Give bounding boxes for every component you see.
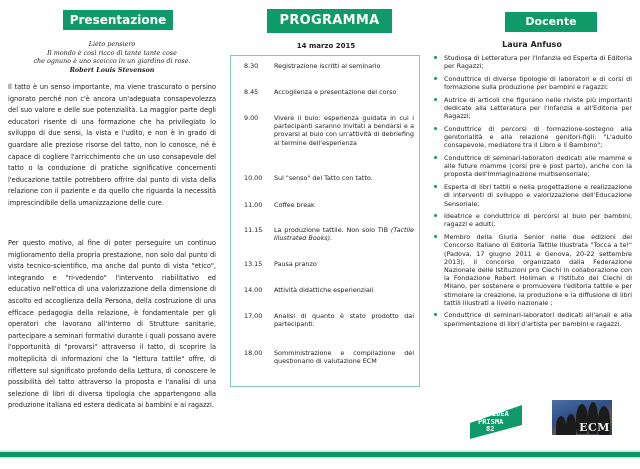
schedule-time: 17.00 bbox=[244, 312, 263, 320]
bullet-icon bbox=[434, 127, 437, 130]
bio-item bbox=[432, 125, 632, 150]
bullet-icon bbox=[434, 98, 437, 101]
schedule-desc: Analisi di quanto è stato prodotto dai partecipanti. bbox=[274, 312, 414, 329]
schedule-time: 13.15 bbox=[244, 260, 263, 268]
schedule-time: 8.30 bbox=[244, 62, 259, 70]
schedule-desc-main: La produzione tattile. Non solo TIB bbox=[274, 226, 388, 234]
schedule-time: 9.00 bbox=[244, 114, 259, 122]
bullet-icon bbox=[434, 56, 437, 59]
teacher-name: Laura Anfuso bbox=[502, 40, 562, 49]
quote-line: Il mondo è così ricco di tante tante cose bbox=[47, 48, 177, 57]
bio-text: Conduttrice di percorsi di formazione-sostegno alla genitorialità e alla relazione genitori-figli: "L'adulto consapevole, mediatore tra il Libro e il Bambino"; bbox=[444, 124, 632, 150]
bio-text: Esperta di libri tattili e nella progettazione e realizzazione di interventi di sviluppo e valorizzazione dell'Educazione Sensoriale; bbox=[444, 183, 632, 208]
bottom-accent-bar bbox=[0, 452, 640, 457]
schedule-desc: Attività didattiche esperienziali bbox=[274, 286, 374, 294]
bullet-icon bbox=[434, 77, 437, 80]
bio-item bbox=[432, 96, 632, 121]
bio-item bbox=[432, 54, 632, 70]
schedule-time: 8.45 bbox=[244, 88, 259, 96]
bullet-icon bbox=[434, 156, 437, 159]
teacher-header: Docente bbox=[505, 12, 597, 32]
schedule-time: 10.00 bbox=[244, 174, 263, 182]
epigraph-quote bbox=[8, 40, 216, 74]
programme-header: PROGRAMMA bbox=[267, 9, 392, 33]
schedule-desc: Accoglienza e presentazione del corso bbox=[274, 88, 397, 96]
presentation-paragraph: Per questo motivo, al fine di poter perseguire un continuo miglioramento della propria prestazione, non solo dal punto di vista tecnico-scientifico, ma anche dal punto di vista "etico", integrando e "ri-vedendo" l'intervento riabilitativo ed educativo nell'ottica di una valorizzazione della dimensione di ascolto ed accoglienza della Persona, della costruzione di una efficace pedagogia della relazione, è fondamentale per gli operatori che lavorano all'interno di Strutture sanitarie, partecipare a seminari formativi durante i quali possano avere l'opportunità di "provarsi" attraverso il tatto, di scoprire la molteplicità di informazioni che la "lettura tattile" offre, di riflettere sul significato profondo della Lettura, di conoscere le possibilità del tatto attraverso la proposta e l'analisi di una selezione di libri di diversa tipologia che appartengono alla produzione italiana ed estera dedicata ai bambini e ai ragazzi. bbox=[8, 239, 216, 410]
presentation-header: Presentazione bbox=[63, 10, 173, 30]
schedule-desc: Vivere il buio: esperienza guidata in cui i partecipanti saranno invitati a bendarsi e a provarsi al buio con un'attività di debriefing al termine dell'esperienza bbox=[274, 114, 414, 147]
bio-text: Studiosa di Letteratura per l'Infanzia ed Esperta di Editoria per Ragazzi; bbox=[444, 54, 632, 71]
bio-item bbox=[432, 154, 632, 179]
idea-prisma-82-logo bbox=[470, 401, 528, 439]
ecm-logo-text: ECM bbox=[579, 421, 610, 434]
schedule-desc: Somministrazione e compilazione del questionario di valutazione ECM bbox=[274, 349, 414, 366]
logo-word: PRISMA bbox=[478, 418, 504, 426]
bullet-icon bbox=[434, 235, 437, 238]
bio-item bbox=[432, 311, 632, 327]
schedule-box bbox=[230, 55, 420, 387]
bio-text: Autrice di articoli che figurano nelle riviste più importanti dedicate alla Letteratura per l'Infanzia e all'Editoria per Ragazzi; bbox=[444, 95, 632, 121]
bio-text: Ideatrice e conduttrice di percorsi al buio per bambini, ragazzi e adulti; bbox=[444, 212, 632, 229]
schedule-time: 11.00 bbox=[244, 201, 263, 209]
logo-word: 82 bbox=[486, 425, 495, 433]
schedule-time: 14.00 bbox=[244, 286, 263, 294]
quote-line: che ognuno è uno sceicco in un giardino di rose. bbox=[33, 57, 191, 66]
schedule-desc-italic: (Tactile Illustrated Books). bbox=[274, 226, 414, 243]
event-date: 14 marzo 2015 bbox=[296, 42, 356, 50]
logo-word: IDEA bbox=[492, 410, 509, 418]
bio-item bbox=[432, 183, 632, 208]
bio-item bbox=[432, 233, 632, 307]
quote-title: Lieto pensiero bbox=[88, 40, 136, 48]
schedule-desc: Registrazione iscritti al seminario bbox=[274, 62, 381, 70]
quote-author: Robert Louis Stevenson bbox=[69, 65, 155, 74]
bullet-icon bbox=[434, 214, 437, 217]
bio-text: Conduttrice di seminari-laboratori dedicati alle mamme e alle future mamme (corsi pre e post parto), anche con la proposta dell'Immaginazione multisensoriale; bbox=[444, 154, 632, 179]
bio-text: Conduttrice di seminari-laboratori dedicati all'anali e alla sperimentazione di libri d'artista per bambini e ragazzi. bbox=[444, 311, 632, 328]
ecm-logo-image bbox=[552, 400, 612, 435]
schedule-desc bbox=[274, 226, 414, 242]
schedule-desc: Coffee break bbox=[274, 201, 315, 209]
teacher-bio-list bbox=[432, 54, 632, 332]
schedule-time: 18.00 bbox=[244, 349, 263, 357]
bio-text: Membro della Giuria Senior nelle due edizioni del Concorso Italiano di Editoria Tattile Illustrata "Tocca a te!" (Padova, 17 giugno 2011 e Genova, 20-22 settembre 2013), il concorso organizzato dalla Federazione Nazionale delle Istituzioni pro Ciechi in collaborazione con la Fondazione Robert Hollman e l'Istituto dei Ciechi di Milano, per sostenere e promuovere l'editoria tattile e per stimolare la creazione, la produzione e la diffusione di libri tattili illustrati a livello nazionale ; bbox=[444, 233, 632, 307]
figure-silhouette bbox=[566, 414, 576, 435]
bullet-icon bbox=[434, 313, 437, 316]
bio-item bbox=[432, 212, 632, 228]
bio-item bbox=[432, 75, 632, 91]
bullet-icon bbox=[434, 185, 437, 188]
presentation-paragraph: Il tatto è un senso importante, ma viene trascurato o persino ignorato perché non c'è ancora un'adeguata consapevolezza del suo valore e delle sue potenzialità. La maggior parte degli educatori risente di una formazione che ha privilegiato lo sviluppo di due sensi, la vista e l'udito, e non è in grado di guardare alle preziose risorse del tatto, non lo conosce, né è capace di cogliere l'arricchimento che un uso consapevole del tatto o la conduzione di pratiche significative concernenti l'educazione tattile potrebbero offrire dal punto di vista della relazione con il paziente e da quello che riguarda la necessità imprescindibile della umanizzazione delle cure. bbox=[8, 83, 216, 207]
figure-silhouette bbox=[556, 416, 566, 435]
schedule-desc: Pausa pranzo bbox=[274, 260, 317, 268]
schedule-desc: Sul "senso" del Tatto con tatto. bbox=[274, 174, 373, 182]
bio-text: Conduttrice di diverse tipologie di laboratori e di corsi di formazione sulla produzione per bambini e ragazzi; bbox=[444, 74, 632, 92]
schedule-time: 11.15 bbox=[244, 226, 263, 234]
